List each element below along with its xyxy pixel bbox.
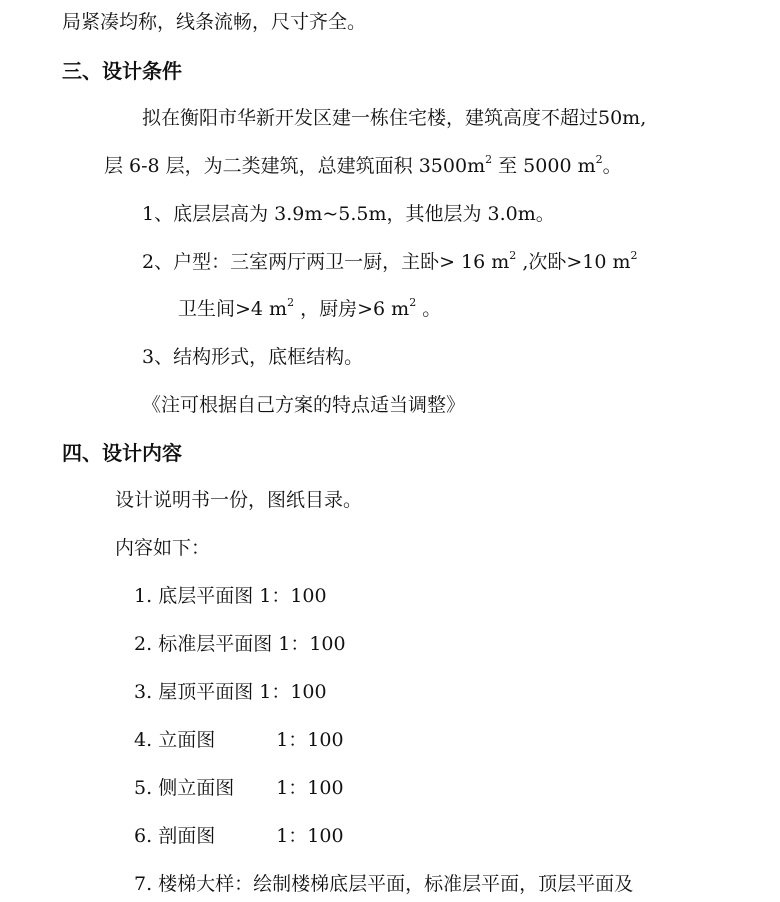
item-scale: 1：100	[276, 729, 344, 751]
item-number: 1.	[134, 585, 153, 607]
drawing-list-item	[134, 824, 344, 848]
item-scale: 1：100	[278, 633, 346, 655]
superscript: 2	[630, 249, 638, 262]
superscript: 2	[409, 296, 417, 309]
drawing-list-item	[134, 728, 344, 752]
item2-text-c-b: ，厨房>6 m	[294, 298, 410, 320]
item-name: 屋顶平面图	[158, 681, 254, 703]
item2-text-b: ,次卧>10 m	[516, 251, 631, 273]
item2-text-c-c: 。	[416, 298, 442, 320]
item-name: 侧立面图	[158, 777, 235, 799]
para2-text-c: 。	[602, 155, 622, 177]
section-3-note: 《注可根据自己方案的特点适当调整》	[142, 394, 466, 416]
item-number: 6.	[134, 825, 153, 847]
item-name: 立面图	[158, 729, 216, 751]
section-4-paragraph-2: 内容如下：	[115, 537, 211, 559]
item-name: 剖面图	[158, 825, 216, 847]
item-number: 4.	[134, 729, 153, 751]
item2-text-c-a: 卫生间>4 m	[178, 298, 288, 320]
superscript: 2	[287, 296, 295, 309]
para2-text-b: 至 5000 m	[492, 155, 596, 177]
drawing-list-item	[134, 680, 327, 704]
item2-text-a: 2、户型：三室两厅两卫一厨，主卧> 16 m	[142, 251, 510, 273]
item-scale: 1：100	[259, 681, 327, 703]
drawing-list-item	[134, 584, 327, 608]
drawing-list-item	[134, 776, 344, 800]
para2-text-a: 层 6-8 层，为二类建筑，总建筑面积 3500m	[104, 155, 486, 177]
section-4-heading: 四、设计内容	[62, 441, 182, 465]
drawing-list-item	[134, 632, 346, 656]
item-name: 底层平面图	[158, 585, 254, 607]
section-3-paragraph-2	[104, 154, 622, 178]
section-3-heading: 三、设计条件	[62, 59, 182, 83]
drawing-list-item-7: 7. 楼梯大样：绘制楼梯底层平面，标准层平面，顶层平面及	[134, 873, 634, 895]
intro-text: 局紧凑均称，线条流畅，尺寸齐全。	[62, 11, 367, 33]
item-scale: 1：100	[259, 585, 327, 607]
item-scale: 1：100	[276, 777, 344, 799]
item-number: 5.	[134, 777, 153, 799]
item-scale: 1：100	[276, 825, 344, 847]
section-3-paragraph-1: 拟在衡阳市华新开发区建一栋住宅楼，建筑高度不超过50m,	[142, 107, 647, 129]
item-name: 标准层平面图	[158, 633, 273, 655]
condition-item-1: 1、底层层高为 3.9m~5.5m，其他层为 3.0m。	[142, 203, 555, 225]
condition-item-2	[142, 250, 638, 274]
section-4-paragraph-1: 设计说明书一份，图纸目录。	[115, 489, 363, 511]
item-number: 3.	[134, 681, 153, 703]
condition-item-2-continued	[178, 297, 441, 321]
superscript: 2	[595, 153, 603, 166]
superscript: 2	[485, 153, 493, 166]
condition-item-3: 3、结构形式，底框结构。	[142, 346, 364, 368]
item-number: 2.	[134, 633, 153, 655]
superscript: 2	[509, 249, 517, 262]
